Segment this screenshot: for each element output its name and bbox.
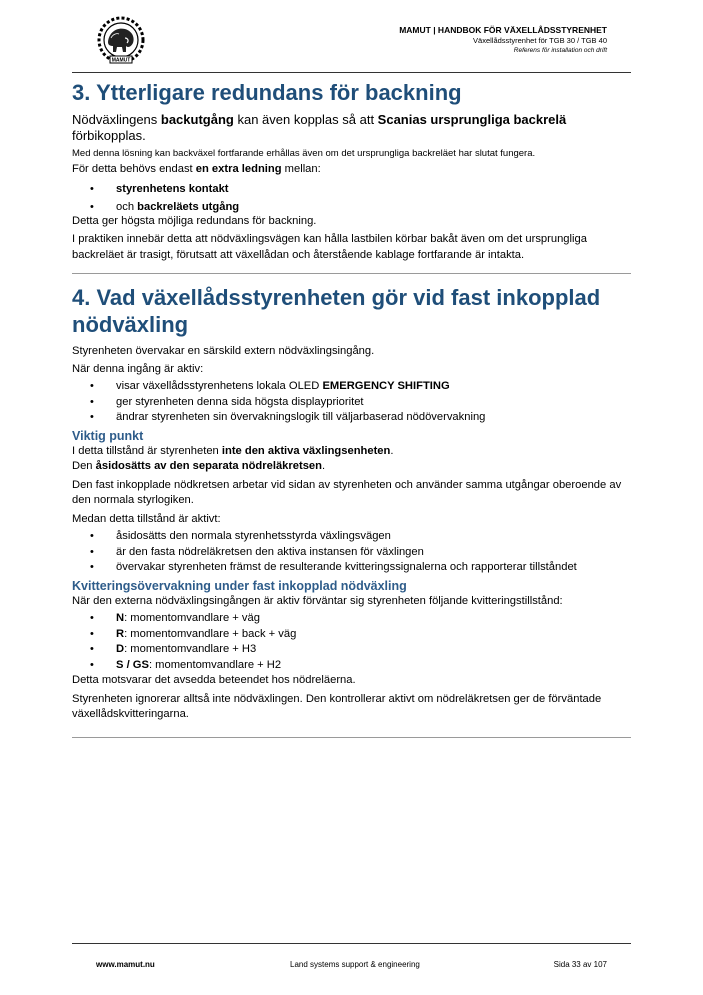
header-title: MAMUT | HANDBOK FÖR VÄXELLÅDSSTYRENHET [399, 25, 607, 35]
list-item: • övervakar styrenheten främst de resulterande kvitteringssignalerna och rapporterar tillståndet [72, 560, 631, 576]
header-subtitle: Växellådsstyrenhet för TGB 30 / TGB 40 [473, 36, 607, 45]
section-3-list [72, 182, 631, 216]
section-4-p7: Styrenheten ignorerar alltså inte nödväxlingen. Den kontrollerar aktivt om nödreläkretsen ger de förväntade växellådskvitteringarna. [72, 692, 602, 720]
section-3-need: För detta behövs endast en extra ledning mellan: [72, 163, 321, 175]
list-item: • N: momentomvandlare + väg [72, 611, 631, 627]
svg-text:MAMUT: MAMUT [111, 57, 131, 64]
section-4-list-1 [72, 379, 631, 426]
section-3-intro: Nödväxlingens backutgång kan även kopplas så att Scanias ursprungliga backrelä förbikopplas. [72, 112, 567, 143]
viktig-punkt-line-1: I detta tillstånd är styrenheten inte den aktiva växlingsenheten. [72, 444, 394, 457]
footer-tagline: Land systems support & engineering [290, 960, 420, 969]
list-item: • ger styrenheten denna sida högsta displayprioritet [72, 395, 631, 411]
section-3-note: Med denna lösning kan backväxel fortfarande erhållas även om det ursprungliga backreläet har slutat fungera. [72, 148, 536, 159]
footer-page-number: Sida 33 av 107 [553, 960, 607, 969]
header-divider [72, 72, 631, 73]
section-4-p6: Detta motsvarar det avsedda beteendet hos nödreläerna. [72, 674, 356, 686]
section-4-p2: När denna ingång är aktiv: [72, 362, 204, 375]
section-4-p4: Medan detta tillstånd är aktivt: [72, 512, 221, 525]
section-end-divider [72, 737, 631, 738]
subheading-kvitteringsovervakning: Kvitteringsövervakning under fast inkopplad nödväxling [72, 578, 407, 593]
viktig-punkt-line-2: Den åsidosätts av den separata nödreläkretsen. [72, 460, 326, 472]
page-header [399, 24, 607, 56]
footer-divider [72, 943, 631, 944]
main-content [72, 79, 631, 738]
list-item: • och backreläets utgång [72, 200, 631, 216]
subheading-viktig-punkt: Viktig punkt [72, 428, 144, 443]
mamut-logo-icon [95, 16, 147, 66]
list-item: • S / GS: momentomvandlare + H2 [72, 658, 631, 674]
list-item: • visar växellådsstyrenhetens lokala OLED EMERGENCY SHIFTING [72, 379, 631, 395]
section-divider [72, 273, 631, 274]
section-4-p5: När den externa nödväxlingsingången är aktiv förväntar sig styrenheten följande kvitteringstillstånd: [72, 594, 563, 607]
section-3-practice: I praktiken innebär detta att nödväxlingsvägen kan hålla lastbilen körbar bakåt även om det ursprungliga backreläet är trasigt, förutsatt att växellådan och återstående kablage fortfarande är intakta. [72, 233, 587, 261]
list-item: • styrenhetens kontakt [72, 182, 631, 198]
section-4-p1: Styrenheten övervakar en särskild extern nödväxlingsingång. [72, 345, 375, 357]
section-3-result: Detta ger högsta möjliga redundans för backning. [72, 214, 317, 227]
list-item: • ändrar styrenheten sin övervakningslogik till väljarbaserad nödövervakning [72, 410, 631, 426]
header-reference: Referens för installation och drift [513, 47, 607, 54]
section-4-list-3 [72, 611, 631, 673]
list-item: • D: momentomvandlare + H3 [72, 642, 631, 658]
list-item: • åsidosätts den normala styrenhetsstyrda växlingsvägen [72, 529, 631, 545]
section-4-heading: 4. Vad växellådsstyrenheten gör vid fast inkopplad nödväxling [72, 285, 601, 337]
footer-website-link[interactable]: www.mamut.nu [96, 960, 155, 969]
section-4-p3: Den fast inkopplade nödkretsen arbetar vid sidan av styrenheten och använder samma utgångar oberoende av den normala styrlogiken. [72, 478, 622, 506]
section-4-list-2 [72, 529, 631, 576]
section-3-heading: 3. Ytterligare redundans för backning [72, 80, 462, 105]
list-item: • är den fasta nödreläkretsen den aktiva instansen för växlingen [72, 545, 631, 561]
list-item: • R: momentomvandlare + back + väg [72, 627, 631, 643]
